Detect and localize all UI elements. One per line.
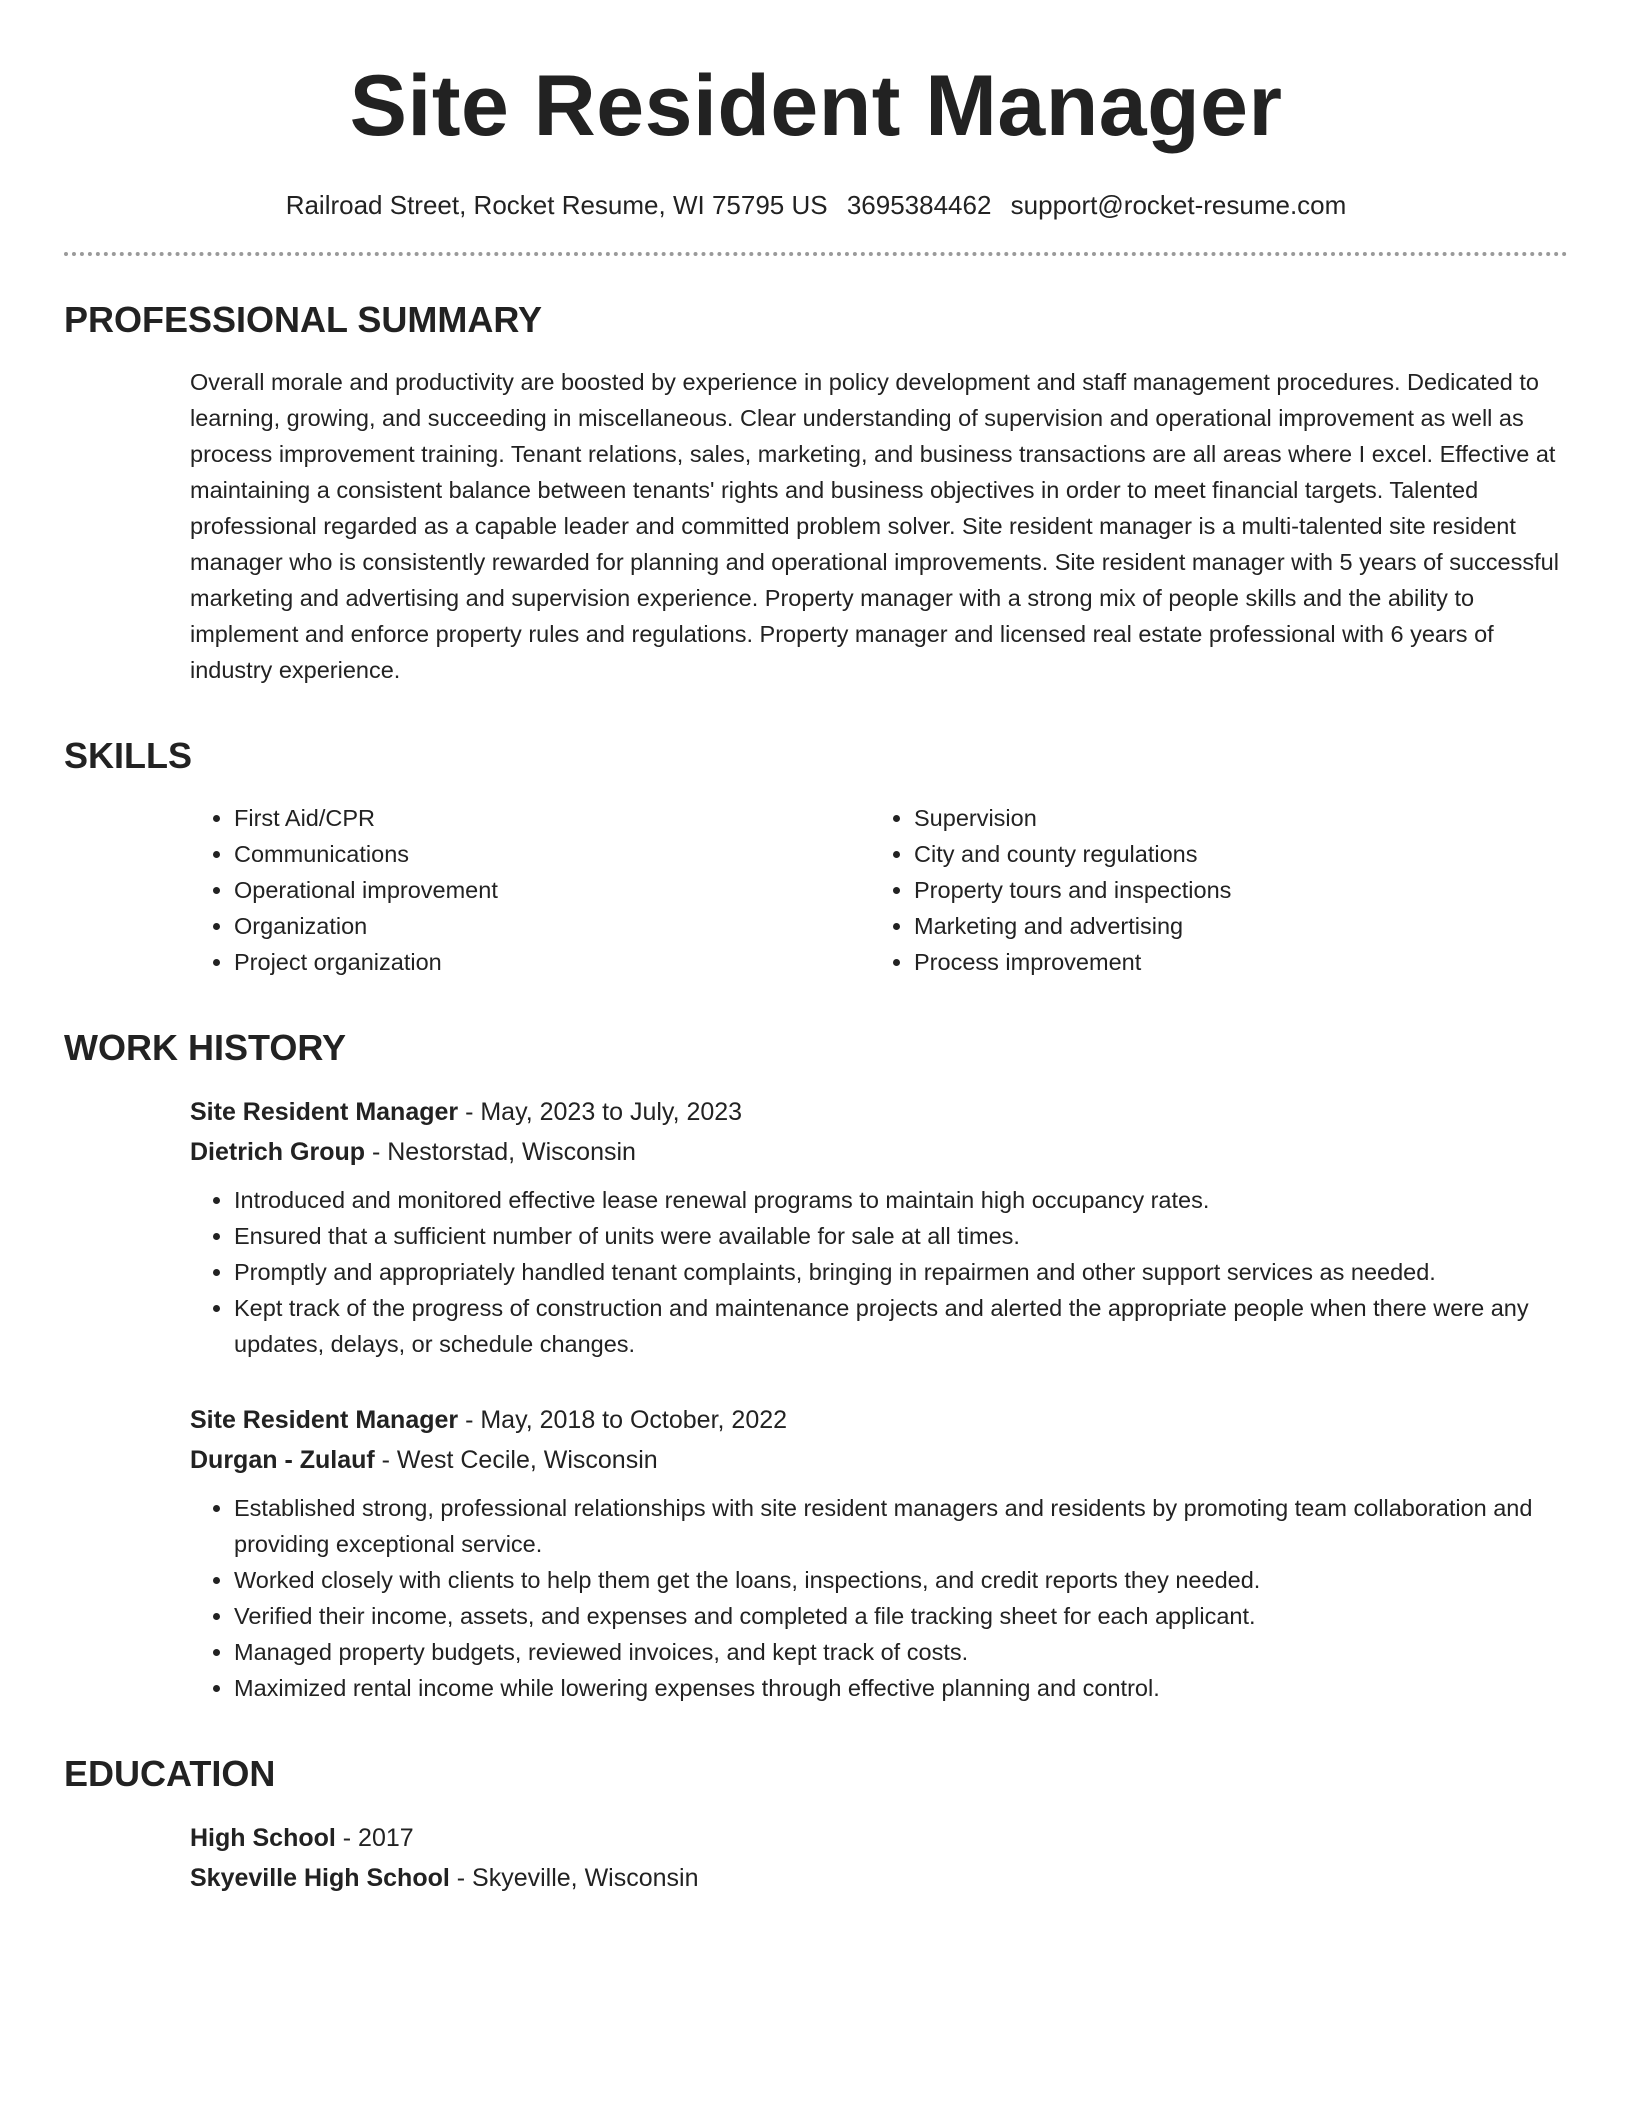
job-bullets	[190, 1182, 1568, 1362]
job-entry	[190, 1400, 1568, 1706]
education-location: - Skyeville, Wisconsin	[449, 1864, 699, 1892]
job-bullet: • Introduced and monitored effective lease renewal programs to maintain high occupancy rates.	[234, 1182, 1568, 1218]
job-bullets	[190, 1490, 1568, 1706]
skill-item: • Communications	[234, 836, 870, 872]
skill-item: • First Aid/CPR	[234, 800, 870, 836]
summary-text: Overall morale and productivity are boosted by experience in policy development and staff management procedures. Dedicated to learning, growing, and succeeding in miscellaneous. Clear understanding of supervision and operational improvement as well as process improvement training. Tenant relations, sales, marketing, and business transactions are all areas where I excel. Effective at maintaining a consistent balance between tenants' rights and business objectives in order to meet financial targets. Talented professional regarded as a capable leader and committed problem solver. Site resident manager is a multi-talented site resident manager who is consistently rewarded for planning and operational improvements. Site resident manager with 5 years of successful marketing and advertising and supervision experience. Property manager with a strong mix of people skills and the ability to implement and enforce property rules and regulations. Property manager and licensed real estate professional with 6 years of industry experience.	[190, 369, 1559, 683]
skill-item: • Process improvement	[914, 944, 1554, 980]
job-company-line	[190, 1132, 1568, 1172]
job-entry	[190, 1092, 1568, 1362]
section-title-skills: SKILLS	[64, 735, 193, 776]
education-entry	[190, 1818, 1568, 1898]
header-divider	[64, 252, 1568, 256]
section-title-work: WORK HISTORY	[64, 1027, 347, 1068]
job-bullet: • Ensured that a sufficient number of units were available for sale at all times.	[234, 1218, 1568, 1254]
section-title-education: EDUCATION	[64, 1753, 276, 1794]
job-dates: - May, 2018 to October, 2022	[458, 1406, 788, 1434]
skill-item: • Organization	[234, 908, 870, 944]
contact-phone: 3695384462	[846, 190, 992, 220]
contact-email[interactable]: support@rocket-resume.com	[1010, 190, 1347, 220]
resume-name: Site Resident Manager	[349, 58, 1283, 154]
section-title-summary: PROFESSIONAL SUMMARY	[64, 299, 543, 340]
education-degree-line	[190, 1818, 1568, 1858]
skill-item: • Supervision	[914, 800, 1554, 836]
skill-item: • Operational improvement	[234, 872, 870, 908]
job-title: Site Resident Manager	[190, 1406, 459, 1434]
skills-column-left	[190, 800, 870, 980]
skills-list	[190, 800, 1568, 980]
job-company: Durgan - Zulauf	[190, 1446, 375, 1474]
education-degree: High School	[190, 1824, 336, 1852]
job-title-line	[190, 1400, 1568, 1440]
job-company-line	[190, 1440, 1568, 1480]
skill-item: • Property tours and inspections	[914, 872, 1554, 908]
education-school-line	[190, 1858, 1568, 1898]
job-bullet: • Managed property budgets, reviewed invoices, and kept track of costs.	[234, 1634, 1568, 1670]
skills-column-right	[870, 800, 1554, 980]
skill-item: • City and county regulations	[914, 836, 1554, 872]
job-dates: - May, 2023 to July, 2023	[458, 1098, 743, 1126]
skill-item: • Marketing and advertising	[914, 908, 1554, 944]
job-bullet: • Kept track of the progress of construction and maintenance projects and alerted the appropriate people when there were any updates, delays, or schedule changes.	[234, 1290, 1568, 1362]
job-bullet: • Worked closely with clients to help them get the loans, inspections, and credit reports they needed.	[234, 1562, 1568, 1598]
job-bullet: • Verified their income, assets, and expenses and completed a file tracking sheet for each applicant.	[234, 1598, 1568, 1634]
job-bullet: • Maximized rental income while lowering expenses through effective planning and control.	[234, 1670, 1568, 1706]
job-company: Dietrich Group	[190, 1138, 366, 1166]
contact-line	[64, 188, 1568, 222]
education-year: - 2017	[335, 1824, 414, 1852]
skill-item: • Project organization	[234, 944, 870, 980]
job-location: - Nestorstad, Wisconsin	[365, 1138, 636, 1166]
education-school: Skyeville High School	[190, 1864, 450, 1892]
job-location: - West Cecile, Wisconsin	[374, 1446, 658, 1474]
contact-address: Railroad Street, Rocket Resume, WI 75795 US	[285, 190, 828, 220]
job-bullet: • Promptly and appropriately handled tenant complaints, bringing in repairmen and other support services as needed.	[234, 1254, 1568, 1290]
job-title-line	[190, 1092, 1568, 1132]
job-bullet: • Established strong, professional relationships with site resident managers and residents by promoting team collaboration and providing exceptional service.	[234, 1490, 1568, 1562]
job-title: Site Resident Manager	[190, 1098, 459, 1126]
resume-page	[64, 0, 1568, 1898]
